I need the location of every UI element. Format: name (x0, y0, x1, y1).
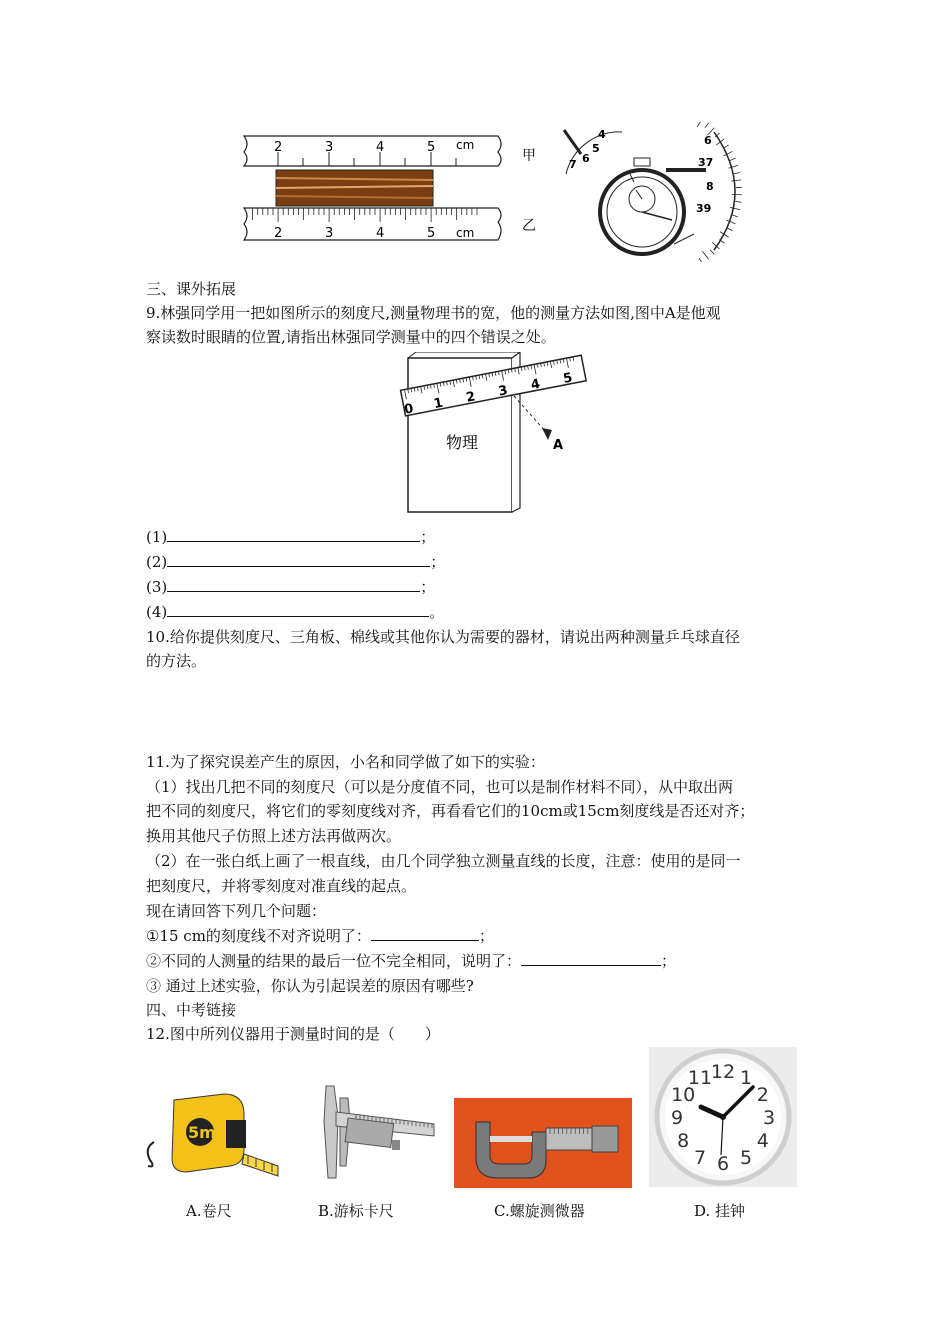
ruler-jia-tick: 4 (376, 140, 385, 155)
label-yi: 乙 (522, 218, 536, 234)
q11-step1: 把不同的刻度尺，将它们的零刻度线对齐，再看看它们的10cm或15cm刻度线是否还对齐； (146, 802, 755, 820)
stopwatch-icon (564, 122, 742, 262)
clock-number: 12 (710, 1061, 736, 1083)
tick-mark (727, 228, 732, 231)
tick-mark (730, 158, 736, 160)
svg-text:5: 5 (592, 142, 600, 155)
answer-blank[interactable] (167, 577, 420, 592)
svg-text:5m: 5m (188, 1123, 216, 1142)
q9-answer-3: (3) ； (146, 578, 436, 596)
label-jia: 甲 (522, 148, 536, 164)
ruler-jia-tick: 5 (427, 140, 436, 155)
tick-mark (710, 250, 714, 254)
q11-step1: （1）找出几把不同的刻度尺（可以是分度值不同，也可以是制作材料不同），从中取出两 (146, 778, 734, 796)
wood-block (276, 170, 433, 206)
clock-number: 8 (677, 1130, 690, 1152)
svg-text:7: 7 (569, 158, 577, 171)
section4-heading: 四、中考链接 (146, 1001, 237, 1019)
tick-mark (699, 258, 702, 262)
q11-step2: （2）在一张白纸上画了一根直线，由几个同学独立测量直线的长度，注意：使用的是同一 (146, 852, 741, 870)
answer-blank[interactable] (167, 527, 420, 542)
top-figure (236, 122, 756, 262)
answer-blank[interactable] (521, 951, 661, 966)
q12-text: 12.图中所列仪器用于测量时间的是（ ） (146, 1025, 440, 1043)
svg-text:2: 2 (464, 389, 477, 406)
clock-number: 10 (671, 1084, 696, 1106)
answer-blank[interactable] (167, 602, 429, 617)
option-b-label: B.游标卡尺 (318, 1202, 394, 1220)
clock-number: 9 (670, 1107, 684, 1129)
tape-measure-icon[interactable] (144, 1090, 280, 1188)
q10-text: 10.给你提供刻度尺、三角板、棉线或其他你认为需要的器材，请说出两种测量乒乓球直径 (146, 628, 740, 646)
clock-number: 1 (739, 1067, 753, 1090)
ruler-jia-unit: cm (456, 138, 475, 152)
book-label: 物理 (446, 433, 479, 452)
q9-answer-1: (1) ； (146, 528, 436, 546)
svg-text:4: 4 (529, 376, 542, 394)
tick-mark (702, 251, 708, 259)
tick-mark (724, 145, 729, 148)
svg-text:6: 6 (582, 152, 590, 165)
q9-answer-4: (4) 。 (146, 603, 445, 621)
tick-mark (729, 165, 739, 168)
svg-text:4: 4 (598, 128, 606, 141)
tick-mark (716, 139, 724, 145)
ruler-yi-tick: 2 (274, 226, 283, 241)
tick-mark (730, 207, 740, 209)
eye-icon (542, 428, 552, 440)
q11-question-b: ②不同的人测量的结果的最后一位不完全相同，说明了： ； (146, 952, 677, 970)
section3-heading: 三、课外拓展 (146, 280, 237, 298)
clock-number: 3 (762, 1107, 776, 1129)
tick-mark (735, 201, 741, 202)
q11-step1: 换用其他尺子仿照上述方法再做两次。 (146, 827, 402, 845)
eye-label: A (553, 438, 564, 453)
q11-question-c: ③ 通过上述实验，你认为引起误差的原因有哪些? (146, 977, 474, 995)
svg-text:5: 5 (562, 370, 574, 387)
option-d-label: D. 挂钟 (694, 1202, 746, 1220)
option-c-label: C.螺旋测微器 (494, 1202, 585, 1220)
svg-text:3: 3 (497, 383, 510, 400)
ruler-jia (244, 136, 501, 166)
tick-mark (732, 215, 738, 217)
clock-number: 5 (739, 1146, 753, 1169)
svg-text:1: 1 (432, 395, 445, 413)
q11-intro: 11.为了探究误差产生的原因，小名和同学做了如下的实验： (146, 753, 545, 771)
ruler-yi-tick: 4 (376, 226, 385, 241)
clock-number: 7 (693, 1146, 707, 1169)
option-a-label: A.卷尺 (186, 1202, 232, 1220)
tick-mark (734, 172, 740, 173)
q9-figure (396, 352, 596, 516)
q11-prompt: 现在请回答下列几个问题： (146, 902, 327, 920)
clock-number: 6 (716, 1153, 730, 1175)
clock-number: 11 (687, 1067, 713, 1090)
svg-text:39: 39 (696, 202, 712, 215)
q9-text: 9.林强同学用一把如图所示的刻度尺,测量物理书的宽，他的测量方法如图,图中A是他观 (146, 304, 721, 322)
micrometer-icon[interactable] (454, 1098, 632, 1188)
q9-answer-2: (2) ； (146, 553, 446, 571)
svg-text:37: 37 (698, 156, 714, 169)
answer-blank[interactable] (167, 552, 430, 567)
ruler-jia-tick: 3 (325, 140, 334, 155)
wall-clock-icon[interactable] (649, 1047, 797, 1187)
q11-step2: 把刻度尺，并将零刻度对准直线的起点。 (146, 877, 417, 895)
q9-text: 察读数时眼睛的位置,请指出林强同学测量中的四个错误之处。 (146, 328, 556, 346)
ruler-yi-tick: 5 (427, 226, 436, 241)
ruler-yi-unit: cm (456, 226, 475, 240)
ruler-yi (244, 208, 501, 241)
svg-text:6: 6 (704, 134, 712, 147)
clock-number: 2 (756, 1084, 769, 1106)
tick-mark (697, 122, 702, 127)
tick-mark (705, 123, 709, 128)
q11-question-a: ①15 cm的刻度线不对齐说明了： ； (146, 927, 494, 945)
tick-mark (731, 180, 741, 181)
clock-number: 4 (756, 1130, 769, 1152)
svg-text:8: 8 (706, 180, 714, 193)
ruler-jia-tick: 2 (274, 140, 283, 155)
svg-text:0: 0 (403, 401, 415, 418)
q10-text: 的方法。 (146, 652, 207, 670)
ruler-yi-tick: 3 (325, 226, 334, 241)
answer-blank[interactable] (371, 926, 479, 941)
vernier-caliper-icon[interactable] (296, 1082, 436, 1188)
tick-mark (726, 220, 735, 224)
